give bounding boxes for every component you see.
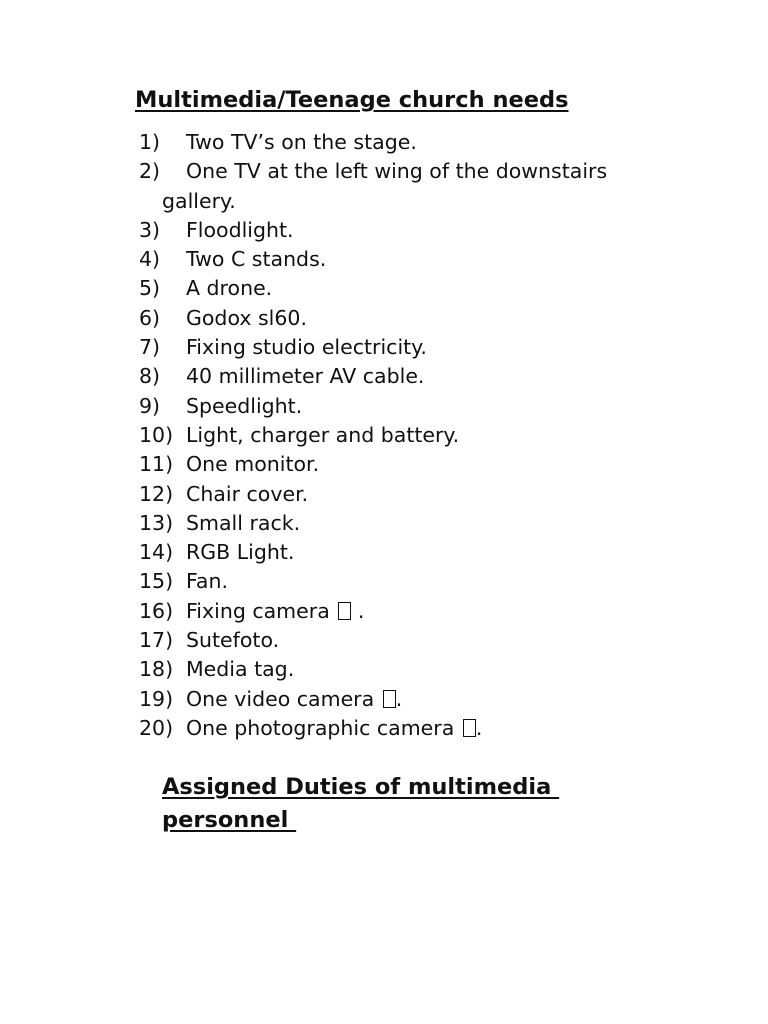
camera-glyph-icon: [463, 719, 476, 737]
list-item: [139, 274, 679, 303]
list-item-number: 16): [139, 598, 174, 623]
list-item-text: Fixing studio electricity.: [186, 335, 427, 360]
list-item-suffix: .: [351, 598, 365, 623]
list-item: [139, 655, 679, 684]
list-item-text: Two TV’s on the stage.: [186, 130, 417, 154]
list-item: [139, 392, 679, 421]
list-item-text: Small rack.: [186, 510, 301, 535]
list-item-text: One video camera: [186, 686, 375, 711]
list-item-number: 13): [139, 510, 174, 535]
list-item-number: 18): [139, 657, 174, 682]
camera-glyph-icon: [383, 690, 396, 708]
list-item-number: 12): [139, 481, 174, 506]
list-item-text: Fixing camera: [186, 598, 330, 623]
list-item-text: One photographic camera: [186, 715, 455, 740]
camera-glyph-icon: [338, 602, 351, 620]
list-item-text: Sutefoto.: [186, 628, 280, 653]
list-item: [139, 538, 679, 567]
list-item: [139, 304, 679, 333]
page-title: Multimedia/Teenage church needs: [135, 87, 569, 113]
list-item-text: Two C stands.: [186, 247, 327, 272]
list-item: [139, 567, 679, 596]
list-item-number: 19): [139, 686, 174, 711]
list-item: [139, 421, 679, 450]
list-item-number: 1): [139, 130, 161, 154]
list-item-number: 10): [139, 422, 174, 447]
list-item: [139, 597, 679, 626]
list-item-number: 3): [139, 217, 161, 242]
list-item-suffix: .: [395, 686, 403, 711]
section-heading: [162, 771, 632, 837]
list-item-continuation: gallery.: [162, 188, 236, 213]
list-item: [139, 128, 679, 157]
list-item: [139, 509, 679, 538]
list-item: [139, 333, 679, 362]
needs-list: [139, 128, 679, 743]
list-item-number: 14): [139, 540, 174, 565]
list-item-text: Chair cover.: [186, 481, 309, 506]
list-item: [139, 157, 679, 216]
list-item-text: Floodlight.: [186, 217, 294, 242]
list-item-text: Media tag.: [186, 657, 295, 682]
list-item-text: Fan.: [186, 569, 228, 594]
list-item: [139, 450, 679, 479]
list-item-number: 6): [139, 305, 161, 330]
list-item-text: Godox sl60.: [186, 305, 307, 330]
list-item-number: 4): [139, 247, 161, 272]
list-item-text: One TV at the left wing of the downstairs: [186, 159, 608, 184]
list-item: [139, 480, 679, 509]
list-item-number: 11): [139, 452, 174, 477]
list-item-text: RGB Light.: [186, 540, 295, 565]
list-item-text: Light, charger and battery.: [186, 422, 460, 447]
list-item: [139, 626, 679, 655]
list-item-text: 40 millimeter AV cable.: [186, 364, 425, 389]
list-item-suffix: .: [475, 715, 483, 740]
section-heading-line-1: Assigned Duties of multimedia: [162, 774, 560, 800]
list-item-text: A drone.: [186, 276, 273, 301]
list-item: [139, 685, 679, 714]
list-item: [139, 216, 679, 245]
list-item-number: 17): [139, 628, 174, 653]
list-item-number: 15): [139, 569, 174, 594]
list-item-number: 5): [139, 276, 161, 301]
section-heading-line-2: personnel: [162, 807, 297, 833]
list-item-number: 7): [139, 335, 161, 360]
list-item-text: Speedlight.: [186, 393, 303, 418]
list-item-text: One monitor.: [186, 452, 320, 477]
list-item: [139, 714, 679, 743]
list-item-number: 9): [139, 393, 161, 418]
list-item-number: 20): [139, 715, 174, 740]
list-item: [139, 245, 679, 274]
list-item: [139, 362, 679, 391]
list-item-number: 8): [139, 364, 161, 389]
list-item-number: 2): [139, 159, 161, 184]
